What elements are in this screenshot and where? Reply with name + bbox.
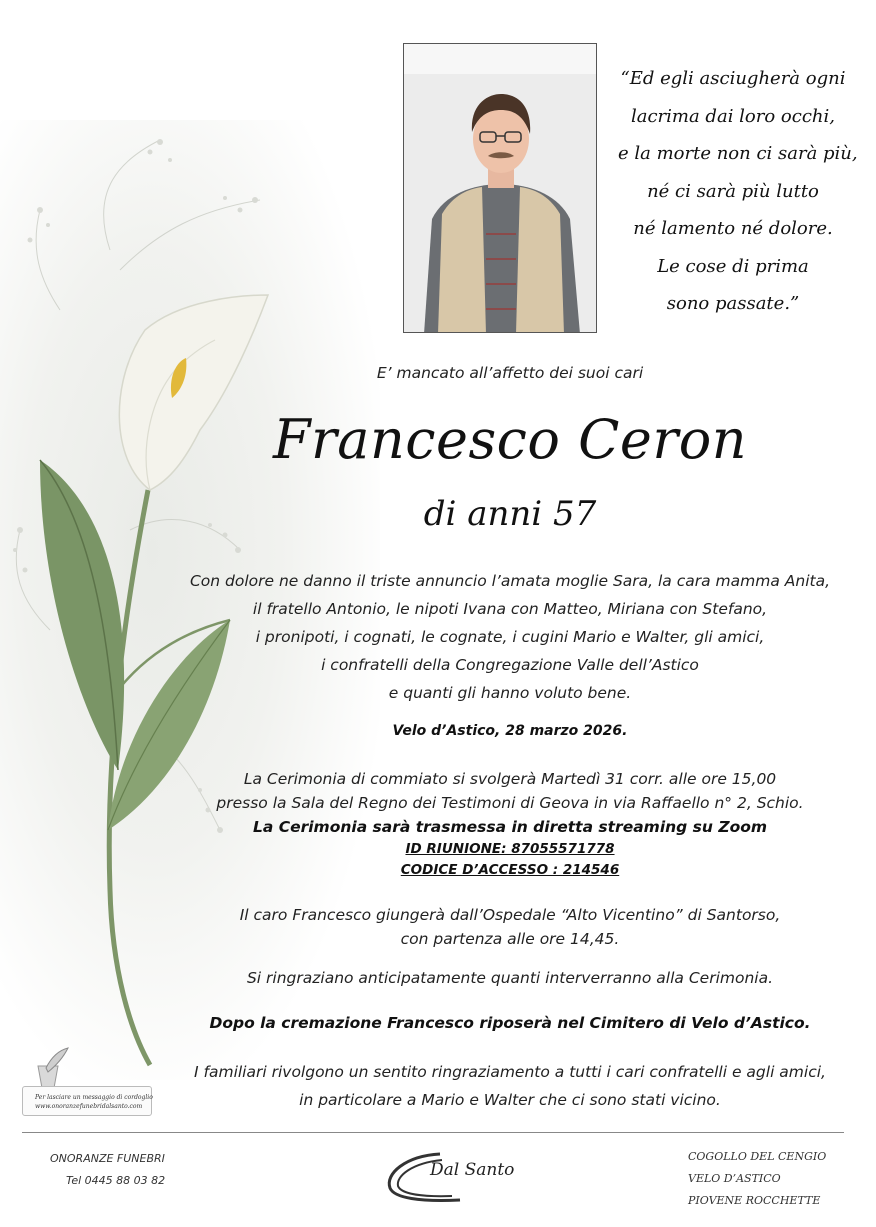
zoom-access-code: CODICE D’ACCESSO : 214546 — [400, 862, 620, 878]
phone-number: Tel 0445 88 03 82 — [66, 1174, 166, 1187]
location-item: VELO D’ASTICO — [688, 1172, 781, 1185]
quote-line: “Ed egli asciugherà ogni — [620, 68, 846, 89]
logo-text: Dal Santo — [430, 1160, 515, 1180]
announcement-line: i confratelli della Congregazione Valle dell’Astico — [321, 656, 699, 674]
condolence-card — [22, 1086, 152, 1116]
location-item: COGOLLO DEL CENGIO — [688, 1150, 827, 1163]
thanks-ceremony: Si ringraziano anticipatamente quanti interverranno alla Cerimonia. — [246, 969, 774, 987]
footer-divider — [22, 1132, 844, 1133]
deceased-name: Francesco Ceron — [273, 408, 747, 471]
deceased-age: di anni 57 — [423, 494, 597, 534]
location-item: PIOVENE ROCCHETTE — [688, 1194, 821, 1207]
streaming-notice: La Cerimonia sarà trasmessa in diretta streaming su Zoom — [252, 818, 768, 836]
arrival-line: con partenza alle ore 14,45. — [400, 930, 620, 948]
deceased-portrait — [403, 43, 597, 333]
announcement-line: Con dolore ne danno il triste annuncio l’amata moglie Sara, la cara mamma Anita, — [189, 572, 831, 590]
quote-line: sono passate.” — [666, 293, 800, 314]
announcement-line: i pronipoti, i cognati, le cognate, i cugini Mario e Walter, gli amici, — [255, 628, 765, 646]
quote-line: lacrima dai loro occhi, — [630, 105, 835, 127]
footer-contact — [50, 1148, 165, 1192]
place-date: Velo d’Astico, 28 marzo 2026. — [392, 723, 628, 739]
announcement-line: il fratello Antonio, le nipoti Ivana con Matteo, Miriana con Stefano, — [252, 600, 768, 618]
bible-quote — [618, 60, 858, 323]
funeral-home-label: ONORANZE FUNEBRI — [50, 1152, 165, 1165]
arrival-info — [180, 903, 840, 951]
quote-line: né lamento né dolore. — [633, 218, 833, 239]
intro-text: E’ mancato all’affetto dei suoi cari — [376, 364, 644, 382]
ceremony-details — [180, 767, 840, 881]
family-thanks-line: I familiari rivolgono un sentito ringraziamento a tutti i cari confratelli e agli amici, — [194, 1063, 826, 1081]
feather-pen-icon — [32, 1046, 72, 1090]
ceremony-time: La Cerimonia di commiato si svolgerà Martedì 31 corr. alle ore 15,00 — [243, 770, 777, 788]
cremation-notice: Dopo la cremazione Francesco riposerà nel Cimitero di Velo d’Astico. — [209, 1014, 811, 1032]
condolence-text: Per lasciare un messaggio di cordoglio — [35, 1094, 153, 1101]
announcement-text — [180, 567, 840, 707]
announcement-line: e quanti gli hanno voluto bene. — [388, 684, 632, 702]
quote-line: e la morte non ci sarà più, — [618, 143, 858, 164]
quote-line: Le cose di prima — [657, 255, 809, 277]
quote-line: né ci sarà più lutto — [647, 180, 819, 202]
arrival-line: Il caro Francesco giungerà dall’Ospedale “Alto Vicentino” di Santorso, — [239, 906, 781, 924]
ceremony-location: presso la Sala del Regno dei Testimoni di Geova in via Raffaello n° 2, Schio. — [216, 794, 804, 812]
condolence-badge[interactable] — [22, 1046, 154, 1122]
condolence-url[interactable]: www.onoranzefunebridalsanto.com — [35, 1103, 143, 1110]
footer-locations — [688, 1146, 826, 1212]
family-thanks — [180, 1058, 840, 1114]
family-thanks-line: in particolare a Mario e Walter che ci sono stati vicino. — [299, 1091, 721, 1109]
zoom-meeting-id: ID RIUNIONE: 87055571778 — [405, 841, 615, 857]
